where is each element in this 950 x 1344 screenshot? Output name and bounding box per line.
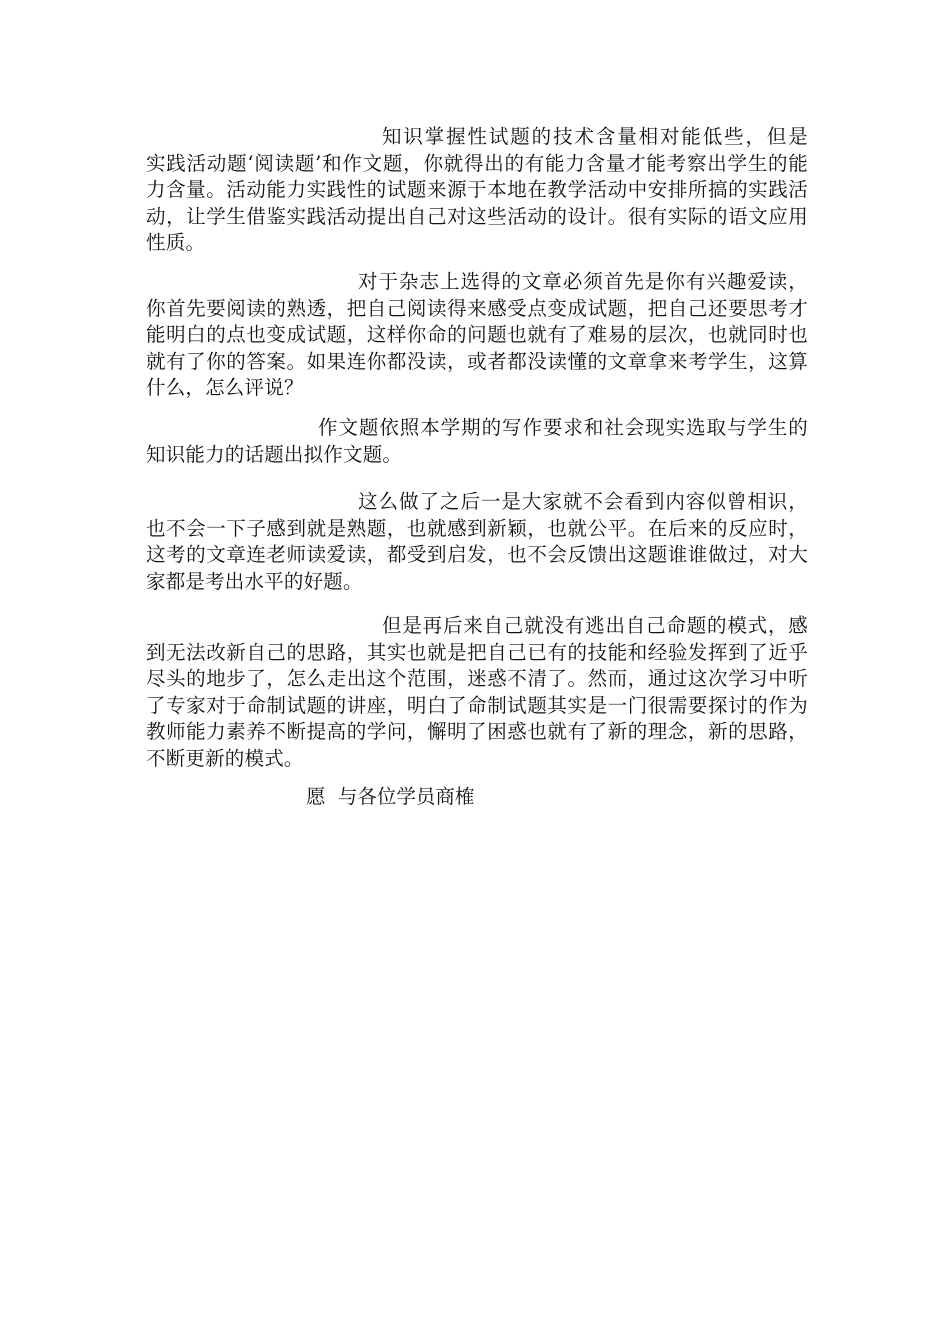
paragraph-results: 这么做了之后一是大家就不会看到内容似曾相识，也不会一下子感到就是熟题，也就感到新颖，也就公平。在后来的反应时，这考的文章连老师读爱读，都受到启发，也不会反馈出这题谁谁做过，对大家都是考出水平的好题。 bbox=[146, 490, 808, 593]
paragraph-reflection: 但是再后来自己就没有逃出自己命题的模式，感到无法改新自己的思路，其实也就是把自己已有的技能和经验发挥到了近乎尽头的地步了，怎么走出这个范围，迷惑不清了。然而，通过这次学习中听了专家对于命制试题的讲座，明白了命制试题其实是一门很需要探讨的作为教师能力素养不断提高的学问，懈明了困惑也就有了新的理念，新的思路，不断更新的模式。 bbox=[146, 614, 808, 770]
paragraph-knowledge-vs-practice: 知识掌握性试题的技术含量相对能低些，但是 实践活动题‘阅读题’和作文题，你就得出的有能力含量才能考察出学生的能力含量。活动能力实践性的试题来源于本地在教学活动中安排所搞的实践活动，让学生借鉴实践活动提出自己对这些活动的设计。很有实际的语文应用性质。 bbox=[146, 125, 828, 254]
closing-line: 愿 与各位学员商榷 bbox=[306, 785, 475, 808]
paragraph-composition-topics: 作文题依照本学期的写作要求和社会现实选取与学生的知识能力的话题出拟作文题。 bbox=[146, 416, 808, 466]
paragraph-magazine-articles: 对于杂志上选得的文章必须首先是你有兴趣爱读，你首先要阅读的熟透，把自己阅读得来感受点变成试题，把自己还要思考才能明白的点也变成试题，这样你命的问题也就有了难易的层次，也就同时也就有了你的答案。如果连你都没读，或者都没读懂的文章拿来考学生，这算什么，怎么评说？ bbox=[146, 270, 808, 399]
